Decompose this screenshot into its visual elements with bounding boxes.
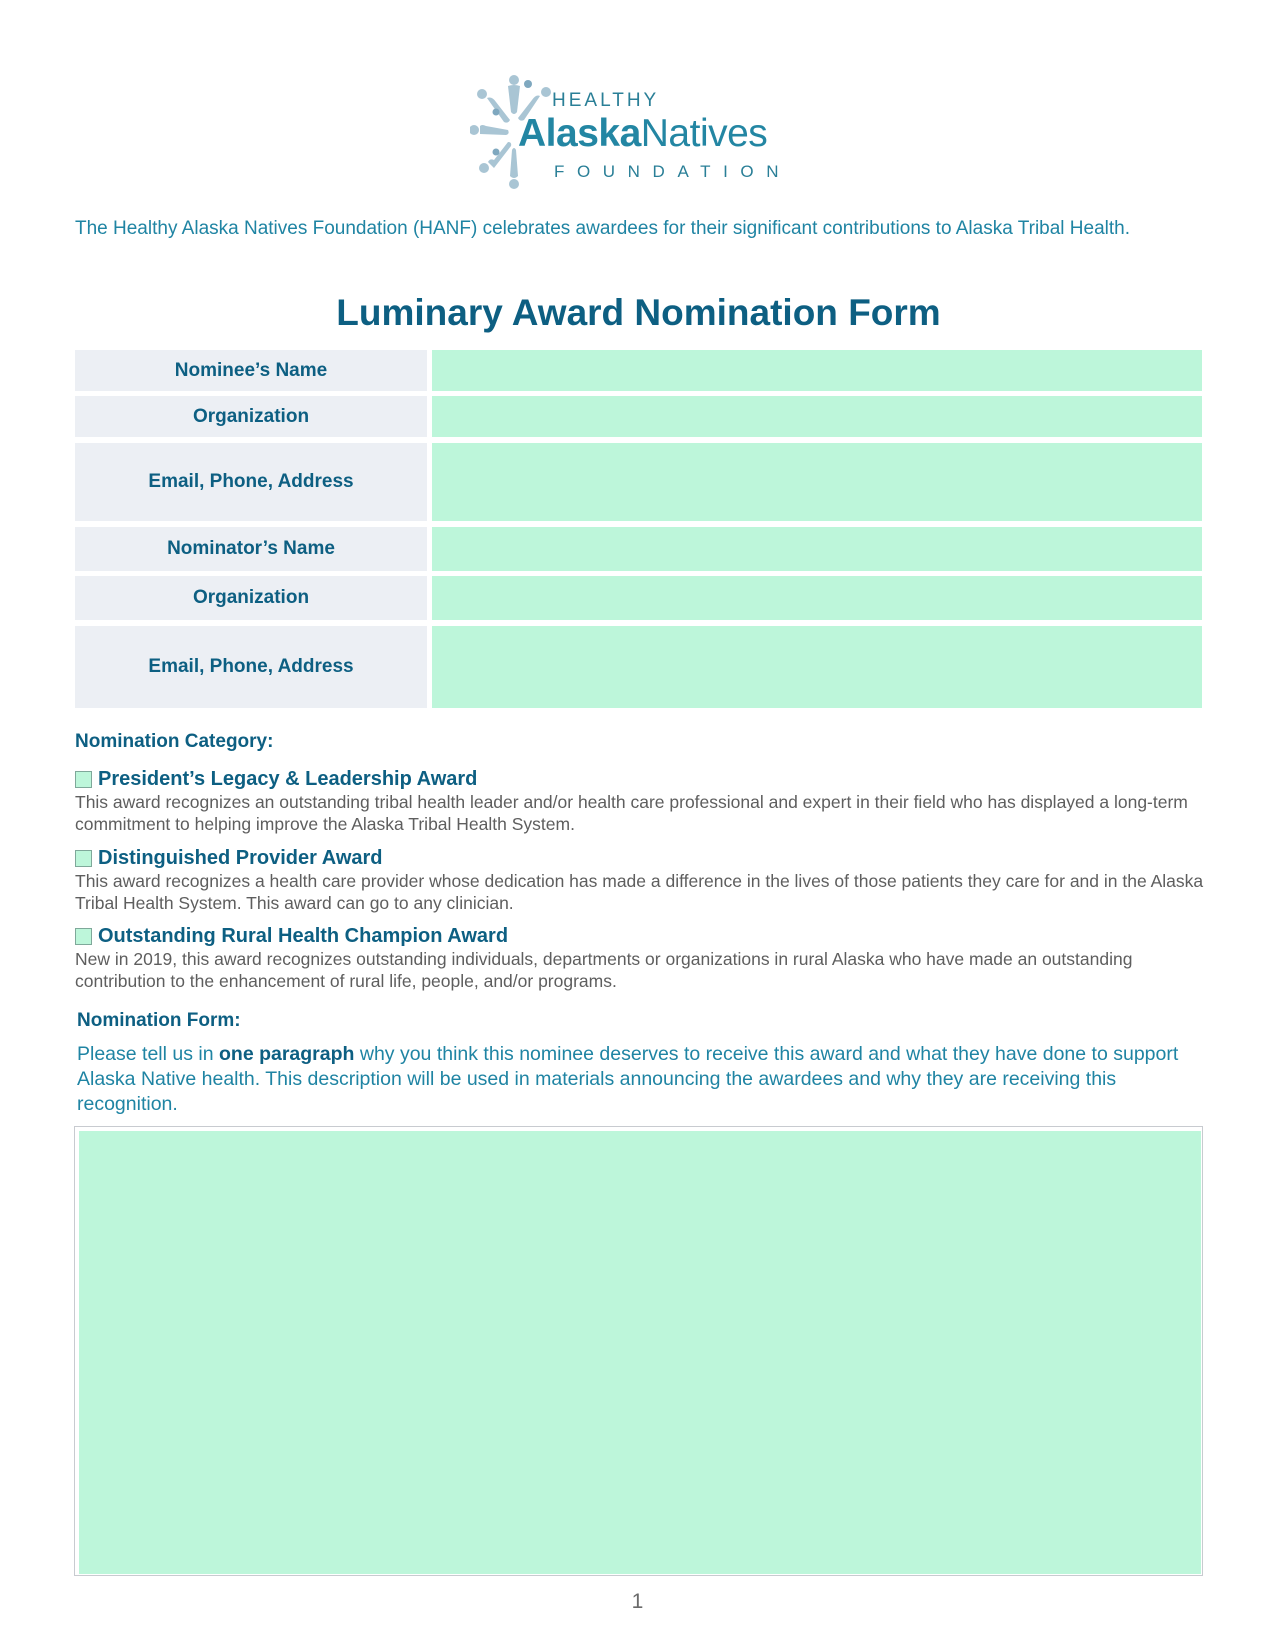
field-label: Organization	[75, 396, 427, 437]
nominator-organization-input[interactable]	[432, 576, 1202, 620]
award-title-row	[75, 924, 1205, 948]
field-label: Organization	[75, 576, 427, 620]
award-title: Outstanding Rural Health Champion Award	[98, 924, 509, 947]
instructions-text-end: why you think this nominee deserves to receive this award and what they have done to support Alaska Native health. This description will be used in materials announcing the awardees and why they are receiving this recognition.	[77, 1043, 1179, 1115]
award-title: Distinguished Provider Award	[98, 846, 383, 869]
award-title-row	[75, 767, 1205, 791]
award-description: New in 2019, this award recognizes outstanding individuals, departments or organizations in rural Alaska who have made an outstanding contribution to the enhancement of rural life, people, and/or programs.	[75, 949, 1133, 991]
nomination-paragraph-textarea[interactable]	[79, 1131, 1201, 1574]
logo-foundation-text: FOUNDATION	[554, 162, 792, 181]
instructions-text-start: Please tell us in	[77, 1043, 219, 1065]
nomination-paragraph-box	[74, 1126, 1203, 1576]
award-title-row	[75, 846, 1205, 870]
field-label: Email, Phone, Address	[75, 443, 427, 521]
logo-alaska-natives-text	[518, 112, 767, 156]
award-option-distinguished-provider	[75, 846, 1205, 914]
distinguished-provider-checkbox[interactable]	[75, 850, 92, 867]
page-number: 1	[631, 1590, 644, 1613]
nomination-form-heading: Nomination Form:	[77, 1010, 241, 1031]
nomination-form-instructions	[77, 1042, 1202, 1117]
logo-natives-text: Natives	[640, 112, 768, 155]
form-row-nominator-name	[75, 527, 1202, 571]
field-label: Nominee’s Name	[75, 350, 427, 391]
form-row-nominator-organization	[75, 576, 1202, 620]
logo-alaska-text: Alaska	[518, 112, 641, 155]
award-option-presidents-legacy	[75, 767, 1205, 835]
field-label: Nominator’s Name	[75, 527, 427, 571]
foundation-logo	[470, 72, 830, 190]
award-description: This award recognizes an outstanding tribal health leader and/or health care professional and expert in their field who has displayed a long-term commitment to helping improve the Alaska Tribal Health System.	[75, 792, 1188, 834]
instructions-emphasis: one paragraph	[219, 1043, 355, 1065]
intro-paragraph: The Healthy Alaska Natives Foundation (HANF) celebrates awardees for their significant contributions to Alaska Tribal Health.	[75, 218, 1131, 239]
nominator-contact-input[interactable]	[432, 626, 1202, 708]
nominee-name-input[interactable]	[432, 350, 1202, 391]
award-option-rural-health-champion	[75, 924, 1205, 992]
page-title: Luminary Award Nomination Form	[336, 292, 941, 333]
nomination-category-heading: Nomination Category:	[75, 731, 274, 752]
field-label: Email, Phone, Address	[75, 626, 427, 708]
form-row-nominee-name	[75, 350, 1202, 391]
rural-health-champion-checkbox[interactable]	[75, 928, 92, 945]
award-title: President’s Legacy & Leadership Award	[98, 767, 478, 790]
logo-healthy-text: HEALTHY	[552, 90, 660, 111]
nominee-organization-input[interactable]	[432, 396, 1202, 437]
presidents-legacy-checkbox[interactable]	[75, 771, 92, 788]
form-row-nominee-organization	[75, 396, 1202, 437]
nominee-contact-input[interactable]	[432, 443, 1202, 521]
nominator-name-input[interactable]	[432, 527, 1202, 571]
form-row-nominee-contact	[75, 443, 1202, 521]
form-row-nominator-contact	[75, 626, 1202, 708]
award-description: This award recognizes a health care provider whose dedication has made a difference in the lives of those patients they care for and in the Alaska Tribal Health System. This award can go to any clinician.	[75, 871, 1204, 913]
